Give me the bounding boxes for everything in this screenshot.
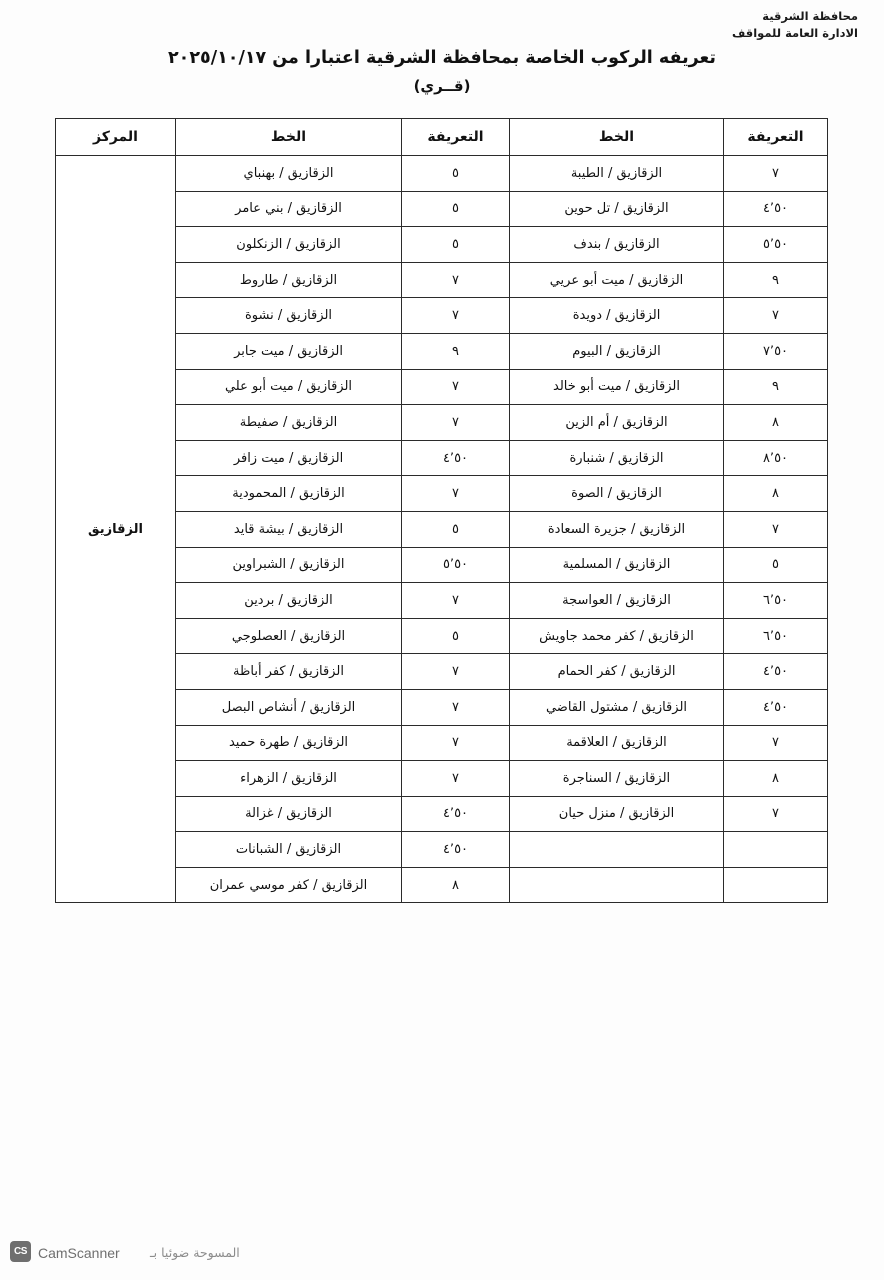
table-head	[56, 119, 828, 156]
cell-line-left: الزقازيق / البيوم	[510, 333, 724, 369]
cell-line-left	[510, 867, 724, 903]
cell-fare-right: ٧	[402, 725, 510, 761]
cell-fare-left: ٧	[724, 511, 828, 547]
camscanner-note: المسوحة ضوئيا بـ	[150, 1245, 240, 1260]
cell-fare-right: ٧	[402, 583, 510, 619]
cell-line-right: الزقازيق / طهرة حميد	[176, 725, 402, 761]
cell-line-right: الزقازيق / صفيطة	[176, 405, 402, 441]
camscanner-logo-icon: CS	[10, 1241, 31, 1262]
cell-fare-right: ٥٬٥٠	[402, 547, 510, 583]
cell-line-right: الزقازيق / طاروط	[176, 262, 402, 298]
cell-line-right: الزقازيق / ميت أبو علي	[176, 369, 402, 405]
governorate-label: محافظة الشرقية	[762, 9, 858, 23]
cell-fare-right: ٥	[402, 618, 510, 654]
cell-fare-right: ٧	[402, 405, 510, 441]
cell-fare-right: ٥	[402, 511, 510, 547]
header-center: المركز	[56, 119, 176, 156]
cell-fare-left: ٨	[724, 476, 828, 512]
cell-line-left: الزقازيق / جزيرة السعادة	[510, 511, 724, 547]
cell-fare-left: ٥٬٥٠	[724, 227, 828, 263]
header-line-right: الخط	[176, 119, 402, 156]
cell-fare-left: ٥	[724, 547, 828, 583]
cell-fare-right: ٧	[402, 761, 510, 797]
cell-fare-left: ٨	[724, 405, 828, 441]
cell-fare-right: ٤٬٥٠	[402, 796, 510, 832]
cell-fare-right: ٥	[402, 227, 510, 263]
cell-line-right: الزقازيق / المحمودية	[176, 476, 402, 512]
cell-fare-right: ٤٬٥٠	[402, 832, 510, 868]
cell-line-left: الزقازيق / الطيبة	[510, 156, 724, 192]
cell-fare-right: ٥	[402, 191, 510, 227]
cell-line-right: الزقازيق / ميت زافر	[176, 440, 402, 476]
cell-fare-left: ٦٬٥٠	[724, 583, 828, 619]
cell-fare-left: ٧	[724, 796, 828, 832]
page-title: تعريفه الركوب الخاصة بمحافظة الشرقية اعتبارا من ٢٠٢٥/١٠/١٧	[167, 48, 716, 68]
camscanner-brand: CamScanner	[38, 1245, 120, 1261]
cell-line-left: الزقازيق / السناجرة	[510, 761, 724, 797]
cell-line-right: الزقازيق / أنشاص البصل	[176, 689, 402, 725]
cell-center-name: الزقازيق	[56, 156, 176, 903]
header-fare-left: التعريفة	[724, 119, 828, 156]
cell-line-right: الزقازيق / بهنباي	[176, 156, 402, 192]
fare-table	[55, 118, 828, 903]
cell-line-left: الزقازيق / الصوة	[510, 476, 724, 512]
cell-line-right: الزقازيق / بردين	[176, 583, 402, 619]
cell-fare-left: ٧	[724, 156, 828, 192]
cell-line-right: الزقازيق / كفر أباظة	[176, 654, 402, 690]
scanner-footer	[0, 1238, 884, 1264]
table-header-row	[56, 119, 828, 156]
cell-fare-left: ٩	[724, 262, 828, 298]
cell-line-right: الزقازيق / الزنكلون	[176, 227, 402, 263]
cell-line-right: الزقازيق / الزهراء	[176, 761, 402, 797]
cell-line-right: الزقازيق / الشبراوين	[176, 547, 402, 583]
cell-fare-left: ٧٬٥٠	[724, 333, 828, 369]
title-block	[0, 48, 884, 95]
cell-fare-right: ٧	[402, 369, 510, 405]
cell-fare-left: ٧	[724, 725, 828, 761]
cell-line-left: الزقازيق / ميت أبو خالد	[510, 369, 724, 405]
cell-line-right: الزقازيق / غزالة	[176, 796, 402, 832]
cell-fare-right: ٧	[402, 689, 510, 725]
cell-fare-left: ٩	[724, 369, 828, 405]
cell-line-left: الزقازيق / مشتول القاضي	[510, 689, 724, 725]
cell-line-left: الزقازيق / دويدة	[510, 298, 724, 334]
header-line-left: الخط	[510, 119, 724, 156]
cell-line-left: الزقازيق / تل حوين	[510, 191, 724, 227]
cell-fare-left: ٧	[724, 298, 828, 334]
cell-fare-right: ٧	[402, 654, 510, 690]
cell-fare-left: ٦٬٥٠	[724, 618, 828, 654]
cell-line-right: الزقازيق / كفر موسي عمران	[176, 867, 402, 903]
fare-table-wrapper	[56, 118, 828, 903]
cell-line-right: الزقازيق / الشبانات	[176, 832, 402, 868]
cell-line-left: الزقازيق / العواسجة	[510, 583, 724, 619]
cell-fare-left: ٤٬٥٠	[724, 191, 828, 227]
cell-fare-left: ٨	[724, 761, 828, 797]
cell-line-left: الزقازيق / شنبارة	[510, 440, 724, 476]
cell-fare-right: ٧	[402, 262, 510, 298]
cell-line-left	[510, 832, 724, 868]
cell-line-right: الزقازيق / ميت جابر	[176, 333, 402, 369]
cell-fare-right: ٤٬٥٠	[402, 440, 510, 476]
cell-line-left: الزقازيق / ميت أبو عريي	[510, 262, 724, 298]
cell-line-left: الزقازيق / المسلمية	[510, 547, 724, 583]
cell-line-right: الزقازيق / العصلوجي	[176, 618, 402, 654]
cell-fare-left: ٤٬٥٠	[724, 654, 828, 690]
cell-line-left: الزقازيق / العلاقمة	[510, 725, 724, 761]
cell-line-right: الزقازيق / بيشة قايد	[176, 511, 402, 547]
department-label: الادارة العامة للمواقف	[731, 25, 858, 40]
cell-line-left: الزقازيق / كفر محمد جاويش	[510, 618, 724, 654]
cell-fare-right: ٧	[402, 298, 510, 334]
page-subtitle: (قــري)	[413, 77, 471, 95]
document-header	[732, 8, 858, 41]
cell-line-left: الزقازيق / منزل حيان	[510, 796, 724, 832]
table-body	[56, 156, 828, 903]
cell-fare-left	[724, 832, 828, 868]
cell-fare-right: ٥	[402, 156, 510, 192]
cell-line-left: الزقازيق / بندف	[510, 227, 724, 263]
cell-fare-right: ٩	[402, 333, 510, 369]
cell-line-left: الزقازيق / كفر الحمام	[510, 654, 724, 690]
cell-fare-left	[724, 867, 828, 903]
cell-fare-right: ٨	[402, 867, 510, 903]
header-fare-right: التعريفة	[402, 119, 510, 156]
cell-fare-left: ٤٬٥٠	[724, 689, 828, 725]
cell-line-right: الزقازيق / نشوة	[176, 298, 402, 334]
cell-line-left: الزقازيق / أم الزين	[510, 405, 724, 441]
cell-line-right: الزقازيق / بني عامر	[176, 191, 402, 227]
cell-fare-left: ٨٬٥٠	[724, 440, 828, 476]
table-row	[56, 156, 828, 192]
cell-fare-right: ٧	[402, 476, 510, 512]
